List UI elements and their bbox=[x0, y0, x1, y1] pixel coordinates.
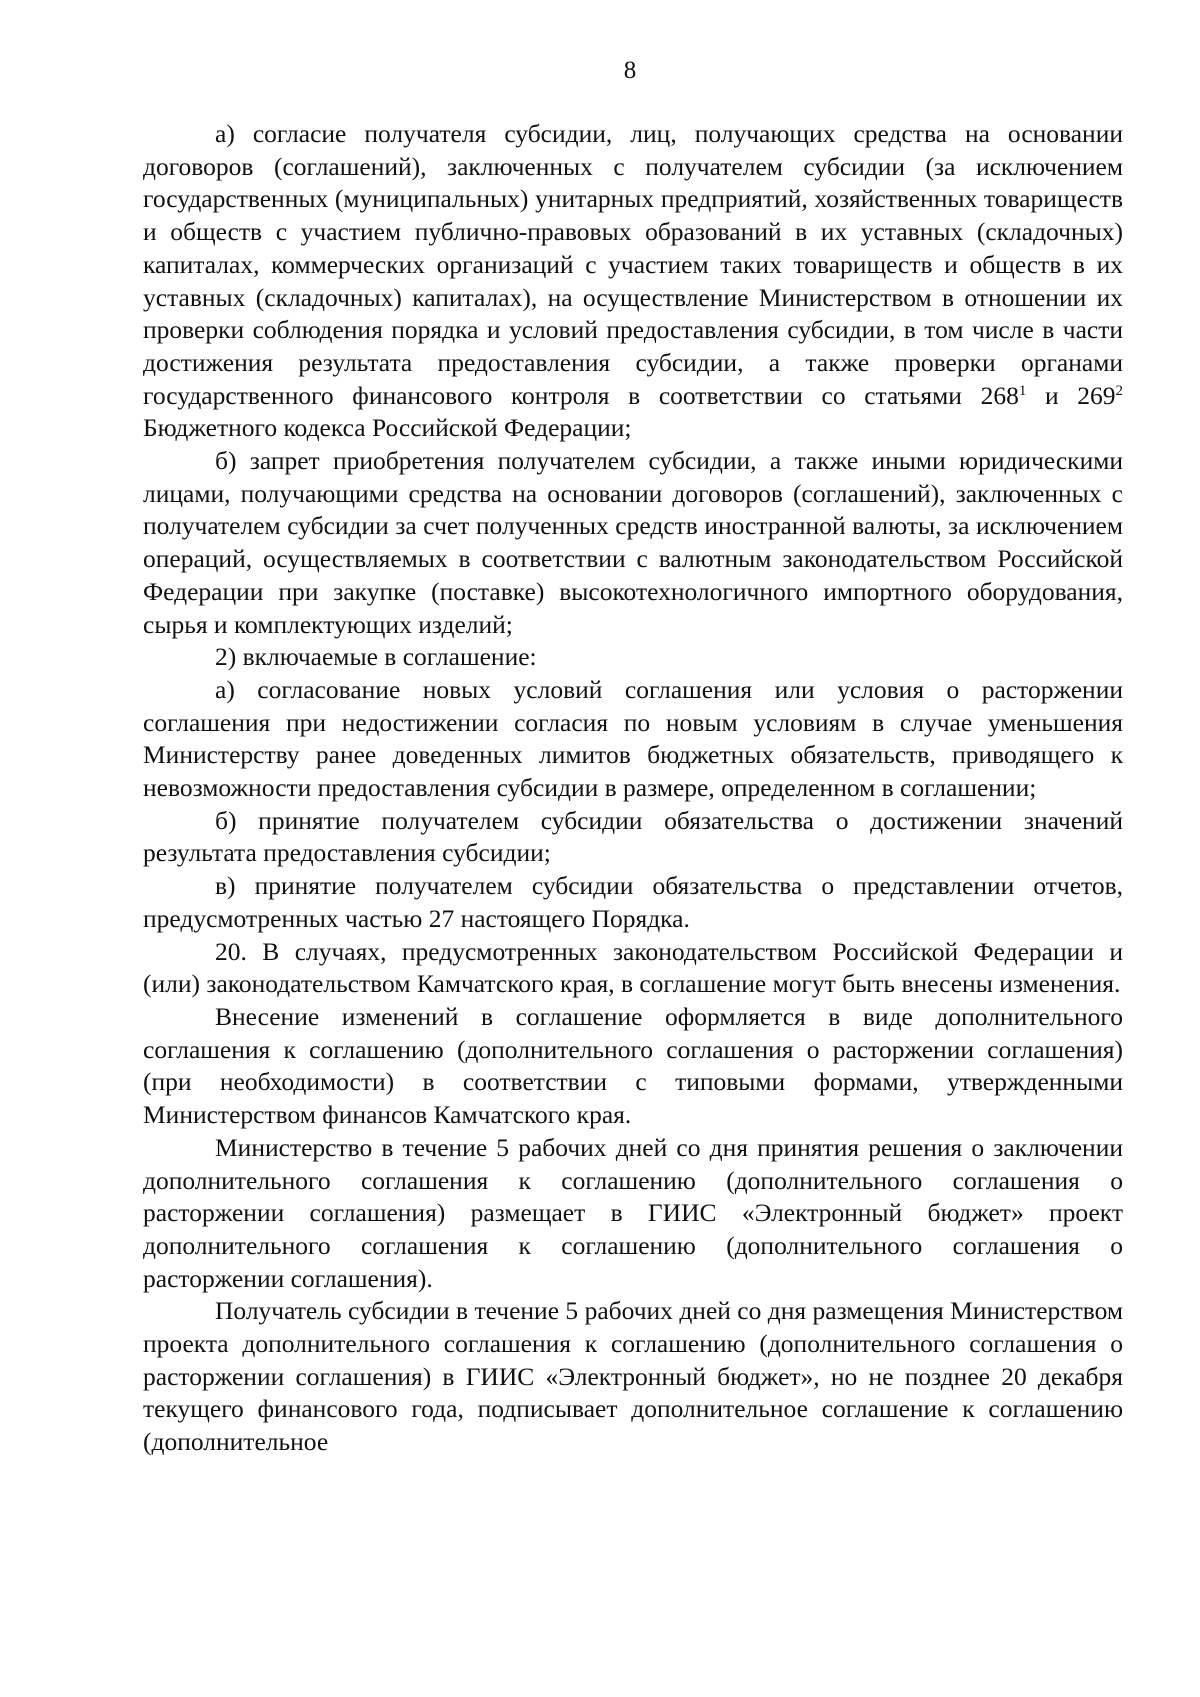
paragraph-amendments: Внесение изменений в соглашение оформляется в виде дополнительного соглашения к соглашению (дополнительного соглашения о расторжении соглашения) (при необходимости) в соответствии с типовыми формами, утвержденными Министерством финансов Камчатского края. bbox=[143, 1001, 1123, 1130]
paragraph-consent-text: а) согласие получателя субсидии, лиц, получающих средства на основании договоров (соглашений), заключенных с получателем субсидии (за исключением государственных (муниципальных) унитарных предприятий, хозяйственных товариществ и обществ с участием публично-правовых образований в их уставных (складочных) капиталах, коммерческих организаций с участием таких товариществ и обществ в их уставных (складочных) капиталах), на осуществление Министерством в отношении их проверки соблюдения порядка и условий предоставления субсидии, в том числе в части достижения результата предоставления субсидии, а также проверки органами государственного финансового контроля в соответствии со статьями 268 bbox=[143, 119, 1123, 410]
paragraph-recipient-signing: Получатель субсидии в течение 5 рабочих дней со дня размещения Министерством проекта дополнительного соглашения к соглашению (дополнительного соглашения о расторжении соглашения) в ГИИС «Электронный бюджет», но не позднее 20 декабря текущего финансового года, подписывает дополнительное соглашение к соглашению (дополнительное bbox=[143, 1296, 1123, 1457]
paragraph-included-items: 2) включаемые в соглашение: bbox=[215, 642, 537, 672]
paragraph-consent-text-end: Бюджетного кодекса Российской Федерации; bbox=[143, 413, 632, 443]
footnote-superscript: 1 bbox=[1018, 382, 1027, 399]
paragraph-consent-text-middle: и 269 bbox=[1026, 380, 1116, 410]
paragraph-prohibition: б) запрет приобретения получателем субсидии, а также иными юридическими лицами, получающими средства на основании договоров (соглашений), заключенных с получателем субсидии за счет полученных средств иностранной валюты, за исключением операций, осуществляемых в соответствии с валютным законодательством Российской Федерации при закупке (поставке) высокотехнологичного импортного оборудования, сырья и комплектующих изделий; bbox=[143, 446, 1123, 639]
paragraph-new-conditions: а) согласование новых условий соглашения или условия о расторжении соглашения при недостижении согласия по новым условиям в случае уменьшения Министерству ранее доведенных лимитов бюджетных обязательств, приводящего к невозможности предоставления субсидии в размере, определенном в соглашении; bbox=[143, 674, 1123, 803]
paragraph-item-20: 20. В случаях, предусмотренных законодательством Российской Федерации и (или) законодательством Камчатского края, в соглашение могут быть внесены изменения. bbox=[143, 936, 1123, 999]
footnote-superscript: 2 bbox=[1115, 382, 1123, 399]
paragraph-ministry-placement: Министерство в течение 5 рабочих дней со дня принятия решения о заключении дополнительного соглашения к соглашению (дополнительного соглашения о расторжении соглашения) размещает в ГИИС «Электронный бюджет» проект дополнительного соглашения к соглашению (дополнительного соглашения о расторжении соглашения). bbox=[143, 1132, 1123, 1293]
document-body bbox=[143, 118, 1123, 1459]
paragraph-reports-obligation: в) принятие получателем субсидии обязательства о представлении отчетов, предусмотренных частью 27 настоящего Порядка. bbox=[143, 871, 1123, 933]
page-number: 8 bbox=[623, 57, 637, 84]
paragraph-consent bbox=[143, 118, 1123, 445]
paragraph-result-obligation: б) принятие получателем субсидии обязательства о достижении значений результата предоставления субсидии; bbox=[143, 805, 1123, 868]
